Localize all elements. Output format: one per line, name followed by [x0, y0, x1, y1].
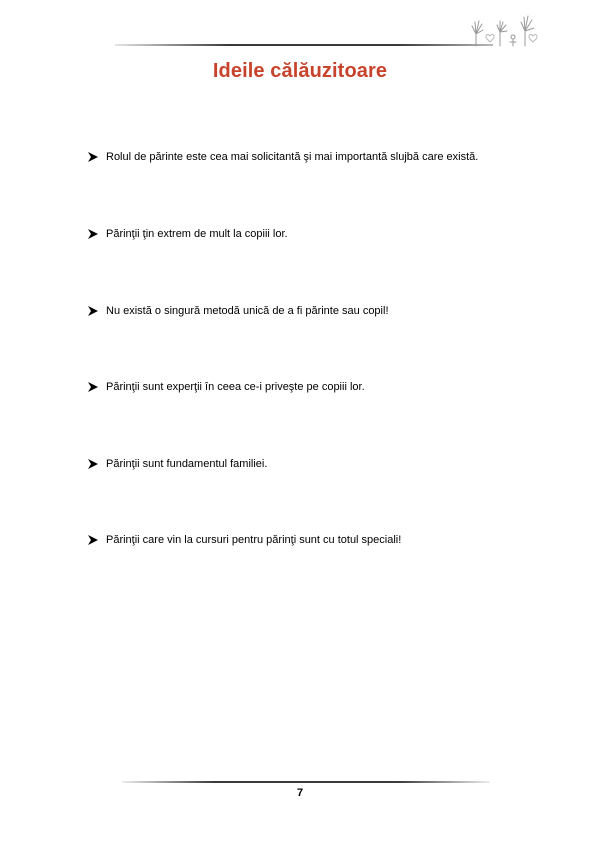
list-item — [88, 457, 558, 471]
arrow-bullet-icon — [88, 457, 106, 469]
bullet-text: Părinţii care vin la cursuri pentru părinţi sunt cu totul speciali! — [106, 534, 402, 546]
bullet-text: Nu există o singură metodă unică de a fi părinte sau copil! — [106, 305, 389, 317]
bullet-text: Părinţii sunt experţii în ceea ce-i priveşte pe copiii lor. — [106, 381, 365, 393]
arrow-bullet-icon — [88, 380, 106, 392]
bullet-text: Părinţii sunt fundamentul familiei. — [106, 458, 268, 470]
list-item — [88, 150, 558, 164]
list-item — [88, 380, 558, 394]
bullet-text: Rolul de părinte este cea mai solicitantă şi mai importantă slujbă care există. — [106, 151, 479, 163]
bullet-text: Părinţii ţin extrem de mult la copiii lor. — [106, 228, 288, 240]
page-number: 7 — [296, 787, 304, 799]
arrow-bullet-icon — [88, 150, 106, 162]
header-divider — [115, 44, 493, 46]
list-item — [88, 227, 558, 241]
arrow-bullet-icon — [88, 304, 106, 316]
list-item — [88, 304, 558, 318]
arrow-bullet-icon — [88, 227, 106, 239]
hands-and-hearts-logo-icon — [470, 12, 540, 48]
page-title: Ideile călăuzitoare — [212, 60, 388, 82]
arrow-bullet-icon — [88, 533, 106, 545]
list-item — [88, 533, 558, 547]
footer-divider — [122, 781, 490, 783]
